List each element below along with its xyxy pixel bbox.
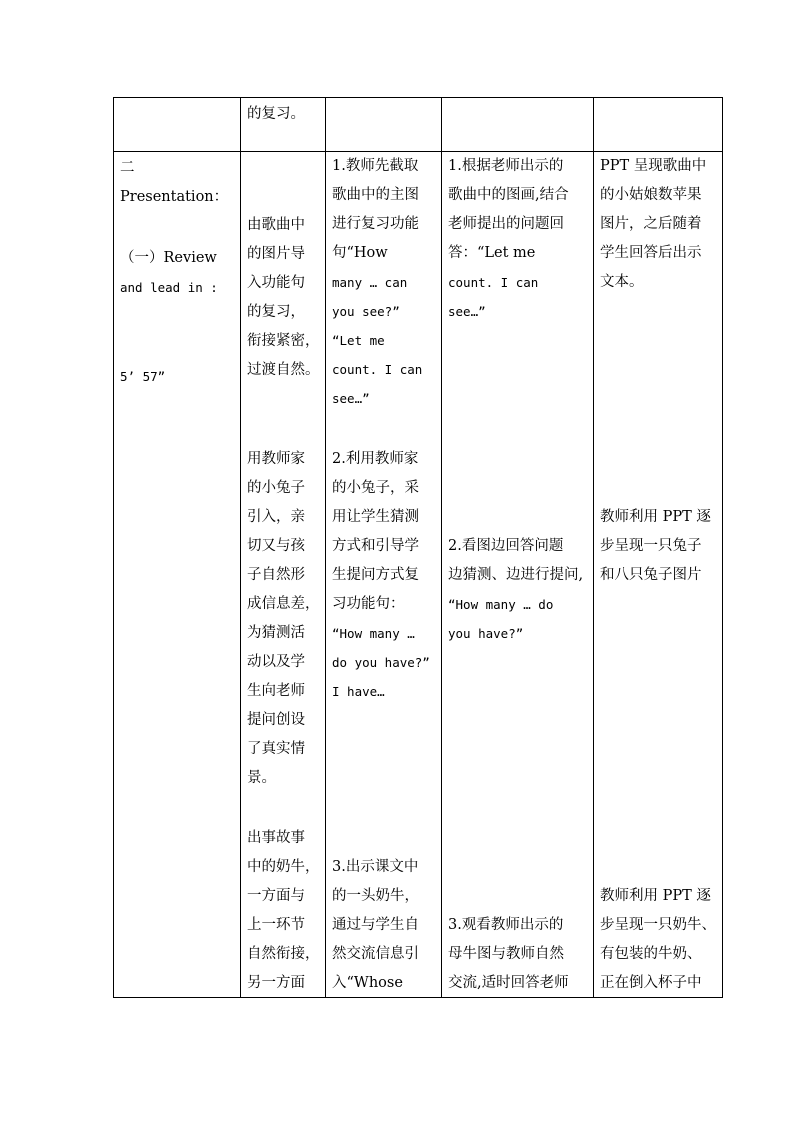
design-intent-text: 出事故事 [247, 830, 305, 846]
media-text: 和八只兔子图片 [600, 567, 702, 583]
cell-stage [114, 152, 241, 998]
cell-teacher-activity [326, 98, 442, 152]
student-activity-text: 边猜测、边进行提问, [448, 567, 584, 583]
cell-stage [114, 98, 241, 152]
media-text: 文本。 [600, 274, 644, 290]
student-activity-text: “How many … do [448, 597, 554, 612]
table-row [114, 98, 723, 152]
design-intent-text: 生向老师 [247, 683, 305, 699]
lesson-plan-table [113, 97, 723, 998]
teacher-activity-text: count. I can [332, 362, 423, 377]
cell-media [594, 98, 723, 152]
media-text: 教师利用 PPT 逐 [600, 888, 711, 904]
teacher-activity-text: “Let me [332, 333, 385, 348]
teacher-activity-text: 1.教师先截取 [332, 158, 419, 174]
design-intent-text: 动以及学 [247, 654, 305, 670]
design-intent-text: 中的奶牛， [247, 859, 320, 875]
cell-student-activity [442, 152, 594, 998]
teacher-activity-text: 生提问方式复 [332, 567, 419, 583]
student-activity-text: 交流,适时回答老师 [448, 975, 569, 991]
cell-student-activity [442, 98, 594, 152]
teacher-activity-text: “How many … [332, 626, 415, 641]
student-activity-text: you have?” [448, 626, 524, 641]
design-intent-text: 衔接紧密， [247, 333, 320, 349]
cell-teacher-activity [326, 152, 442, 998]
teacher-activity-text: 的一头奶牛， [332, 888, 419, 904]
media-text: 步呈现一只兔子 [600, 538, 702, 554]
stage-text: 二 [120, 160, 135, 176]
design-intent-text: 景。 [247, 770, 276, 786]
design-intent-text: 用教师家 [247, 451, 305, 467]
teacher-activity-text: see…” [332, 391, 370, 406]
design-intent-text: 成信息差， [247, 596, 320, 612]
cell-media [594, 152, 723, 998]
design-intent-text: 了真实情 [247, 741, 305, 757]
media-text: 步呈现一只奶牛、 [600, 917, 716, 933]
cell-design-intent [241, 152, 326, 998]
teacher-activity-text: 然交流信息引 [332, 946, 419, 962]
design-intent-text: 提问创设 [247, 712, 305, 728]
student-activity-text: 歌曲中的图画,结合 [448, 187, 569, 203]
design-intent-text: 另一方面 [247, 975, 305, 991]
stage-text: 5’ 57” [120, 369, 166, 384]
teacher-activity-text: 方式和引导学 [332, 538, 419, 554]
student-activity-text: see…” [448, 304, 486, 319]
student-activity-text: 1.根据老师出示的 [448, 158, 564, 174]
design-intent-text: 的图片导 [247, 246, 305, 262]
cell-design-intent [241, 98, 326, 152]
stage-text: Presentation： [120, 189, 229, 205]
media-text: PPT 呈现歌曲中 [600, 158, 707, 174]
student-activity-text: 母牛图与教师自然 [448, 946, 564, 962]
design-intent-text: 为猜测活 [247, 625, 305, 641]
media-text: 有包装的牛奶、 [600, 946, 702, 962]
teacher-activity-text: 2.利用教师家 [332, 451, 419, 467]
media-text: 学生回答后出示 [600, 245, 702, 261]
design-intent-text: 自然衔接， [247, 946, 320, 962]
teacher-activity-text: 的小兔子，采 [332, 480, 419, 496]
design-intent-text: 的复习。 [247, 106, 305, 122]
media-text: 教师利用 PPT 逐 [600, 509, 711, 525]
design-intent-text: 入功能句 [247, 275, 305, 291]
student-activity-text: count. I can [448, 275, 539, 290]
design-intent-text: 的复习， [247, 304, 305, 320]
teacher-activity-text: 入“Whose [332, 975, 403, 991]
student-activity-text: 3.观看教师出示的 [448, 917, 564, 933]
teacher-activity-text: 3.出示课文中 [332, 859, 419, 875]
design-intent-text: 上一环节 [247, 917, 305, 933]
design-intent-text: 过渡自然。 [247, 362, 320, 378]
media-text: 图片，之后随着 [600, 216, 702, 232]
teacher-activity-text: 习功能句： [332, 596, 405, 612]
stage-text: （一）Review [120, 250, 217, 266]
teacher-activity-text: 通过与学生自 [332, 917, 419, 933]
teacher-activity-text: 歌曲中的主图 [332, 187, 419, 203]
student-activity-text: 答：“Let me [448, 245, 536, 261]
teacher-activity-text: do you have?” [332, 655, 430, 670]
design-intent-text: 子自然形 [247, 567, 305, 583]
design-intent-text: 的小兔子 [247, 480, 305, 496]
design-intent-text: 由歌曲中 [247, 217, 305, 233]
teacher-activity-text: 进行复习功能 [332, 216, 419, 232]
table-row [114, 152, 723, 998]
student-activity-text: 老师提出的问题回 [448, 216, 564, 232]
design-intent-text: 引入，亲 [247, 509, 305, 525]
teacher-activity-text: many … can [332, 275, 408, 290]
media-text: 正在倒入杯子中 [600, 975, 702, 991]
teacher-activity-text: you see?” [332, 304, 400, 319]
design-intent-text: 切又与孩 [247, 538, 305, 554]
teacher-activity-text: 句“How [332, 245, 388, 261]
teacher-activity-text: 用让学生猜测 [332, 509, 419, 525]
design-intent-text: 一方面与 [247, 888, 305, 904]
teacher-activity-text: I have… [332, 684, 385, 699]
student-activity-text: 2.看图边回答问题 [448, 538, 564, 554]
media-text: 的小姑娘数苹果 [600, 187, 702, 203]
stage-text: and lead in : [120, 280, 218, 295]
